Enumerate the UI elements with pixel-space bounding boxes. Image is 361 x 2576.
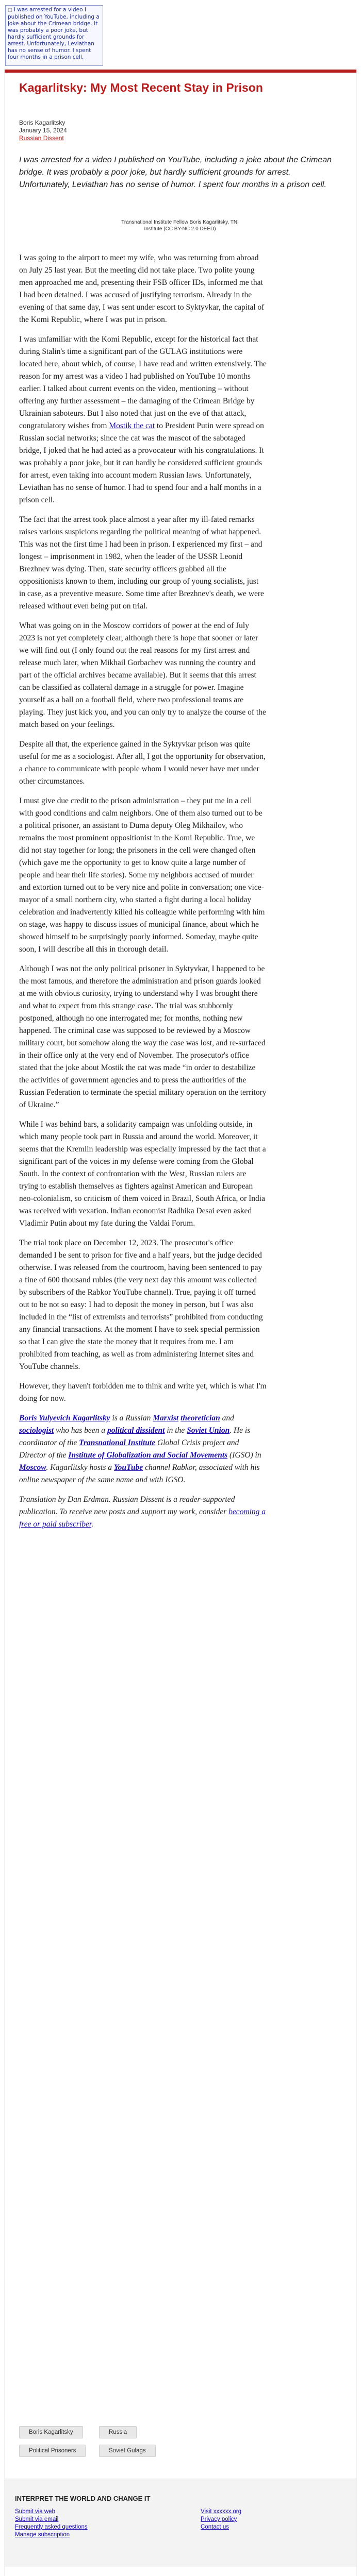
paragraph-9: The trial took place on December 12, 2023. The prosecutor's office demanded I be sent to prison for five and a half years, but the judge decided otherwise. I was released from the courtroom, having been sentenced to pay a fine of 600 thousand rubles (the very next day this amount was collected by subscribers of the Rabkor YouTube channel). True, paying it off turned out to be not so easy: I had to deposit the money in person, but I was also included in the “list of extremists and terrorists” prohibited from conducting any financial transactions. At the moment I have to seek special permission so that I can give the state the money that it requires from me. I am prohibited from teaching, as well as from administering Internet sites and YouTube channels. — [19, 1239, 263, 1371]
paragraph-7: Although I was not the only political prisoner in Syktyvkar, I happened to be the most famous, and therefore the administration and prison guards looked at me with obvious curiosity, trying to understand why I was brought there and what to expect from this strange case. The trial was stubbornly postponed, although no one interrogated me; for months, nothing new happened. The criminal case was supposed to be reviewed by a Moscow military court, but somehow along the way the case was lost, and re-surfaced in their office only at the very end of November. The prosecutor's office stated that the joke about Mostik the cat was made “in order to destabilize the activities of government agencies and to press the authorities of the Russian Federation to terminate the special military operation on the territory of Ukraine.” — [19, 964, 267, 1109]
contact-link[interactable]: Contact us — [201, 2524, 229, 2530]
author: Boris Kagarlitsky — [19, 119, 65, 126]
faq-link[interactable]: Frequently asked questions — [15, 2524, 88, 2530]
paragraph-2: I was unfamiliar with the Komi Republic, except for the historical fact that during Stalin's time a significant part of the GULAG institutions were located here, about which, of course, I have read and written extensively. The reason for my arrest was a video I had published on YouTube 10 months earlier. I talked about current events on the video, mentioning – without offering any further assessment – the damaging of the Crimean Bridge by Ukrainian saboteurs. But I also noted that just on the eve of that attack, congratulatory wishes from Mostik the cat to President Putin were spread on Russian social networks; since the cat was the mascot of the sabotaged bridge, I joked that he had acted as a provocateur with his congratulations. It was probably a poor joke, but it can hardly be considered sufficient grounds for arrest, even taking into account modern Russian laws. Unfortunately, Leviathan has no sense of humor. I had to spend four and a half months in a prison cell. — [19, 335, 267, 504]
paragraph-8: While I was behind bars, a solidarity campaign was unfolding outside, in which many people took part in Russia and around the world. Moreover, it seems that the Kremlin leadership was especially impressed by the fact that a significant part of the voices in my defense were coming from the Global South. In the context of confrontation with the West, Russian rulers are trying to establish themselves as fighters against American and European neo-colonialism, so criticism of them voiced in Brazil, South Africa, or India was received with vexation. Indian economist Radhika Desai even asked Vladimir Putin about my fate during the Valdai Forum. — [19, 1120, 266, 1228]
subscribe-link[interactable]: becoming a free or paid subscriber — [19, 1507, 266, 1529]
theoretician-link[interactable]: theoretician — [180, 1414, 220, 1422]
photo-credit: Transnational Institute Fellow Boris Kagarlitsky, TNI Institute (CC BY-NC 2.0 DEED) — [121, 219, 239, 232]
footer-links-right — [201, 2508, 241, 2531]
tag-russia[interactable]: Russia — [99, 2426, 137, 2438]
visit-site-link[interactable]: Visit xxxxxx.org — [201, 2509, 242, 2515]
date: January 15, 2024 — [19, 127, 67, 134]
newsletter-footer — [5, 2479, 356, 2567]
translation-note: Translation by Dan Erdman. Russian Dissent is a reader-supported publication. To receive new posts and support my work, consider becoming a free or paid subscriber. — [19, 1495, 266, 1529]
submit-web-link[interactable]: Submit via web — [15, 2509, 55, 2515]
dissident-link[interactable]: political dissident — [107, 1426, 165, 1435]
broken-image-icon: □ — [8, 8, 12, 13]
article-subtitle: I was arrested for a video I published on YouTube, including a joke about the Crimean bridge. It was probably a poor joke, but hardly sufficient grounds for arrest. Unfortunately, Leviathan has no sense of humor. I spent four months in a prison cell. — [19, 156, 332, 189]
manage-subscription-link[interactable]: Manage subscription — [15, 2532, 70, 2538]
igso-link[interactable]: Institute of Globalization and Social Movements — [68, 1451, 228, 1460]
submit-email-link[interactable]: Submit via email — [15, 2516, 59, 2522]
tag-boris-kagarlitsky[interactable]: Boris Kagarlitsky — [19, 2426, 83, 2438]
footer-privacy-link[interactable]: Privacy policy — [201, 2516, 237, 2522]
alt-text: I was arrested for a video I published on YouTube, including a joke about the Crimean bridge. It was probably a poor joke, but hardly sufficient grounds for arrest. Unfortunately, Leviathan has no sense of humor. I spent four months in a prison cell. — [8, 7, 100, 60]
article-card — [4, 69, 357, 2576]
moscow-link[interactable]: Moscow — [19, 1463, 46, 1472]
paragraph-5: Despite all that, the experience gained in the Syktyvkar prison was quite useful for me as a sociologist. After all, I got the opportunity for observation, a chance to communicate with people whom I would never have met under other circumstances. — [19, 740, 266, 786]
article-title[interactable]: Kagarlitsky: My Most Recent Stay in Prison — [19, 81, 263, 94]
paragraph-6: I must give due credit to the prison administration – they put me in a cell with good conditions and calm neighbors. One of them also turned out to be a political prisoner, an assistant to Duma deputy Oleg Mikhailov, who remains the most prominent oppositionist in the Komi Republic. True, we did not stay together for long; the prisoners in the cell were changed often (which gave me the opportunity to get to know quite a large number of people and hear their life stories). Some my neighbors accused of murder and extortion turned out to be very nice and polite in conversation; one vice-mayor of a small northern city, who started a fight during a local holiday celebration and inadvertently killed his colleague while performing with him on stage, was happy to discuss issues of municipal finance, about which he showed himself to be surprisingly poorly informed. Someday, maybe quite soon, I will describe all this in thorough detail. — [19, 796, 265, 954]
section-link[interactable]: Russian Dissent — [19, 134, 64, 142]
marxist-link[interactable]: Marxist — [153, 1414, 179, 1422]
mostik-link[interactable]: Mostik the cat — [109, 421, 155, 430]
tni-link[interactable]: Transnational Institute — [79, 1438, 156, 1447]
paragraph-4: What was going on in the Moscow corridors of power at the end of July 2023 is not yet completely clear, although there is hope that sooner or later we will find out (I only found out the real reasons for my first arrest and release much later, when Mikhail Gorbachev was running the country and part of the official archives became available). But it seems that this arrest can be classified as collateral damage in a struggle for power. Imagine yourself as a ball on a football field, where two professional teams are playing. They just kick you, and you can only try to analyze the course of the match based on your feelings. — [19, 621, 266, 729]
paragraph-3: The fact that the arrest took place almost a year after my ill-fated remarks raises various suspicions regarding the political meaning of what happened. This was not the first time I had been in prison. I experienced my first – and longest – imprisonment in 1982, when the leader of the USSR Leonid Brezhnev was dying. Then, state security officers grabbed all the oppositionists known to them, including our group of young socialists, just in case, as a preventive measure. Some time after Brezhnev's death, we were released without even being put on trial. — [19, 515, 264, 611]
broken-image-alt-text — [5, 5, 103, 66]
sociologist-link[interactable]: sociologist — [19, 1426, 54, 1435]
soviet-union-link[interactable]: Soviet Union — [187, 1426, 230, 1435]
paragraph-10: However, they haven't forbidden me to think and write yet, which is what I'm doing for now. — [19, 1382, 267, 1403]
footer-links-left — [15, 2508, 88, 2539]
article-meta — [19, 119, 174, 142]
accent-bar — [5, 70, 356, 73]
author-bio — [19, 1412, 267, 1531]
tag-political-prisoners[interactable]: Political Prisoners — [19, 2445, 86, 2457]
bio-name-link[interactable]: Boris Yulyevich Kagarlitsky — [19, 1414, 110, 1422]
footer-heading: INTERPRET THE WORLD AND CHANGE IT — [15, 2495, 151, 2502]
article-body — [19, 252, 267, 1538]
tag-soviet-gulags[interactable]: Soviet Gulags — [99, 2445, 156, 2457]
paragraph-1: I was going to the airport to meet my wife, who was returning from abroad on July 25 last year. But the meeting did not take place. Two polite young men approached me and, presenting their FSB officer IDs, informed me that I had been detained. I was accused of justifying terrorism. Already in the evening of that same day, I was sent under escort to Syktyvkar, the capital of the Komi Republic, where I was put in prison. — [19, 253, 265, 324]
tag-list — [19, 2426, 339, 2462]
bio-paragraph: Boris Yulyevich Kagarlitsky is a Russian Marxist theoretician and sociologist who has been a political dissident in the Soviet Union. He is coordinator of the Transnational Institute Global Crisis project and Director of the Institute of Globalization and Social Movements (IGSO) in Moscow. Kagarlitsky hosts a YouTube channel Rabkor, associated with his online newspaper of the same name and with IGSO. — [19, 1414, 261, 1484]
youtube-link[interactable]: YouTube — [113, 1463, 143, 1472]
